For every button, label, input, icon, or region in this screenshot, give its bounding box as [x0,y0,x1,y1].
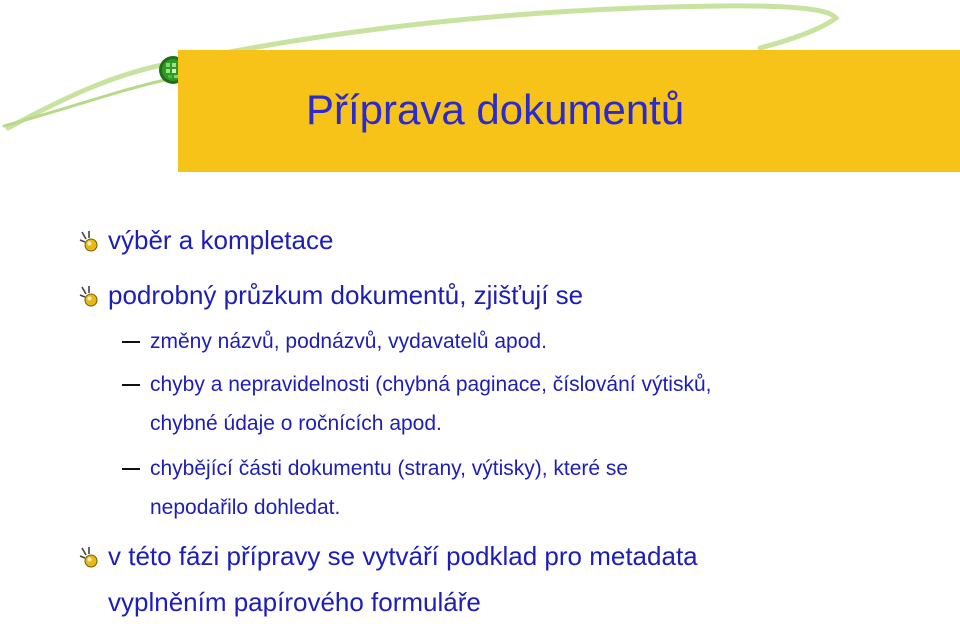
dash-icon [122,341,140,343]
sparkle-bullet-icon [76,546,100,570]
sub-bullet-item: změny názvů, podnázvů, vydavatelů apod. [150,330,547,353]
sparkle-bullet-icon [76,230,100,254]
dash-icon [122,384,140,386]
bullet-item: v této fázi přípravy se vytváří podklad pro metadata [108,541,698,571]
bullet-item: výběr a kompletace [108,225,334,255]
sub-bullet-continuation: chybné údaje o ročnících apod. [150,412,442,435]
sparkle-bullet-icon [76,285,100,309]
bullet-item: podrobný průzkum dokumentů, zjišťují se [108,280,584,310]
sub-bullet-item: chyby a nepravidelnosti (chybná paginace, číslování výtisků, [150,373,712,396]
bullet-continuation: vyplněním papírového formuláře [108,587,481,617]
dash-icon [122,468,140,470]
slide-title: Příprava dokumentů [306,86,685,133]
sub-bullet-continuation: nepodařilo dohledat. [150,496,341,519]
sub-bullet-item: chybějící části dokumentu (strany, výtisky), které se [150,457,629,480]
